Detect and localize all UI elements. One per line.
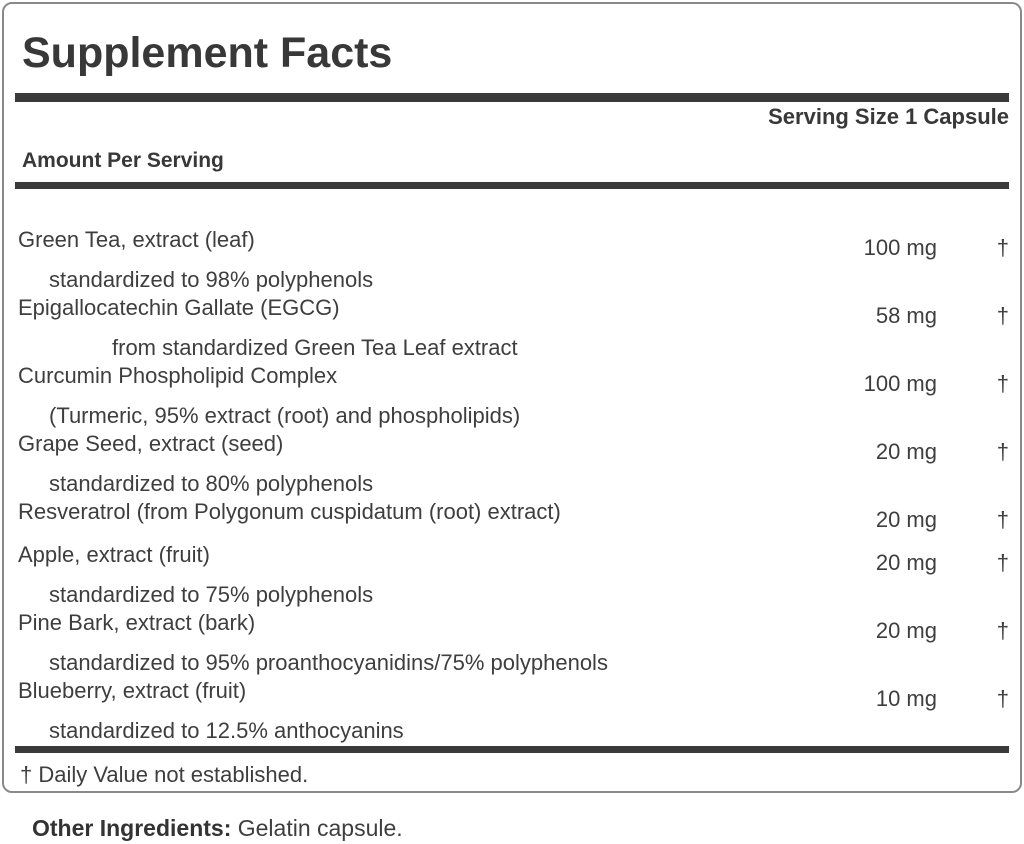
ingredient-amount: 100 mg	[863, 371, 937, 396]
divider-bar-bottom	[15, 746, 1009, 753]
ingredient-detail: from standardized Green Tea Leaf extract	[112, 335, 518, 360]
ingredient-row	[15, 499, 1009, 532]
ingredient-amount: 100 mg	[863, 235, 937, 260]
divider-bar-top	[15, 93, 1009, 102]
ingredient-name: Grape Seed, extract (seed)	[18, 431, 284, 456]
ingredient-row	[15, 363, 1009, 428]
amount-per-serving-header: Amount Per Serving	[22, 149, 224, 172]
ingredient-row	[15, 227, 1009, 292]
other-ingredients-label: Other Ingredients:	[32, 815, 232, 841]
divider-bar-header	[15, 182, 1009, 189]
ingredient-name: Resveratrol (from Polygonum cuspidatum (root) extract)	[18, 499, 561, 524]
ingredient-row	[15, 610, 1009, 675]
ingredient-row	[15, 542, 1009, 607]
ingredient-amount: 58 mg	[875, 303, 937, 328]
ingredient-amount: 10 mg	[875, 686, 937, 711]
other-ingredients	[32, 815, 1024, 841]
ingredient-row	[15, 431, 1009, 496]
other-ingredients-value: Gelatin capsule.	[231, 815, 403, 841]
ingredient-detail: standardized to 12.5% anthocyanins	[49, 718, 404, 743]
daily-value-dagger: †	[996, 235, 1009, 260]
panel-title: Supplement Facts	[22, 29, 393, 77]
ingredient-detail: standardized to 95% proanthocyanidins/75% polyphenols	[49, 650, 608, 675]
ingredient-row	[15, 678, 1009, 743]
ingredient-amount: 20 mg	[875, 507, 937, 532]
ingredient-detail: standardized to 98% polyphenols	[49, 267, 374, 292]
ingredient-name: Blueberry, extract (fruit)	[18, 678, 247, 703]
ingredient-name: Epigallocatechin Gallate (EGCG)	[18, 295, 340, 320]
ingredient-amount: 20 mg	[875, 618, 937, 643]
daily-value-dagger: †	[996, 686, 1009, 711]
ingredient-name: Pine Bark, extract (bark)	[18, 610, 256, 635]
ingredient-row	[15, 295, 1009, 360]
ingredient-list	[15, 189, 1009, 743]
ingredient-detail: (Turmeric, 95% extract (root) and phospholipids)	[49, 403, 521, 428]
daily-value-dagger: †	[996, 618, 1009, 643]
ingredient-name: Apple, extract (fruit)	[18, 542, 210, 567]
daily-value-footnote: † Daily Value not established.	[20, 762, 309, 787]
ingredient-amount: 20 mg	[875, 550, 937, 575]
daily-value-dagger: †	[996, 550, 1009, 575]
serving-size: Serving Size 1 Capsule	[768, 104, 1009, 129]
daily-value-dagger: †	[996, 303, 1009, 328]
ingredient-amount: 20 mg	[875, 439, 937, 464]
ingredient-name: Green Tea, extract (leaf)	[18, 227, 255, 252]
ingredient-detail: standardized to 80% polyphenols	[49, 471, 374, 496]
daily-value-dagger: †	[996, 507, 1009, 532]
daily-value-dagger: †	[996, 439, 1009, 464]
daily-value-dagger: †	[996, 371, 1009, 396]
ingredient-detail: standardized to 75% polyphenols	[49, 582, 374, 607]
ingredient-name: Curcumin Phospholipid Complex	[18, 363, 338, 388]
supplement-facts-panel	[2, 2, 1022, 793]
